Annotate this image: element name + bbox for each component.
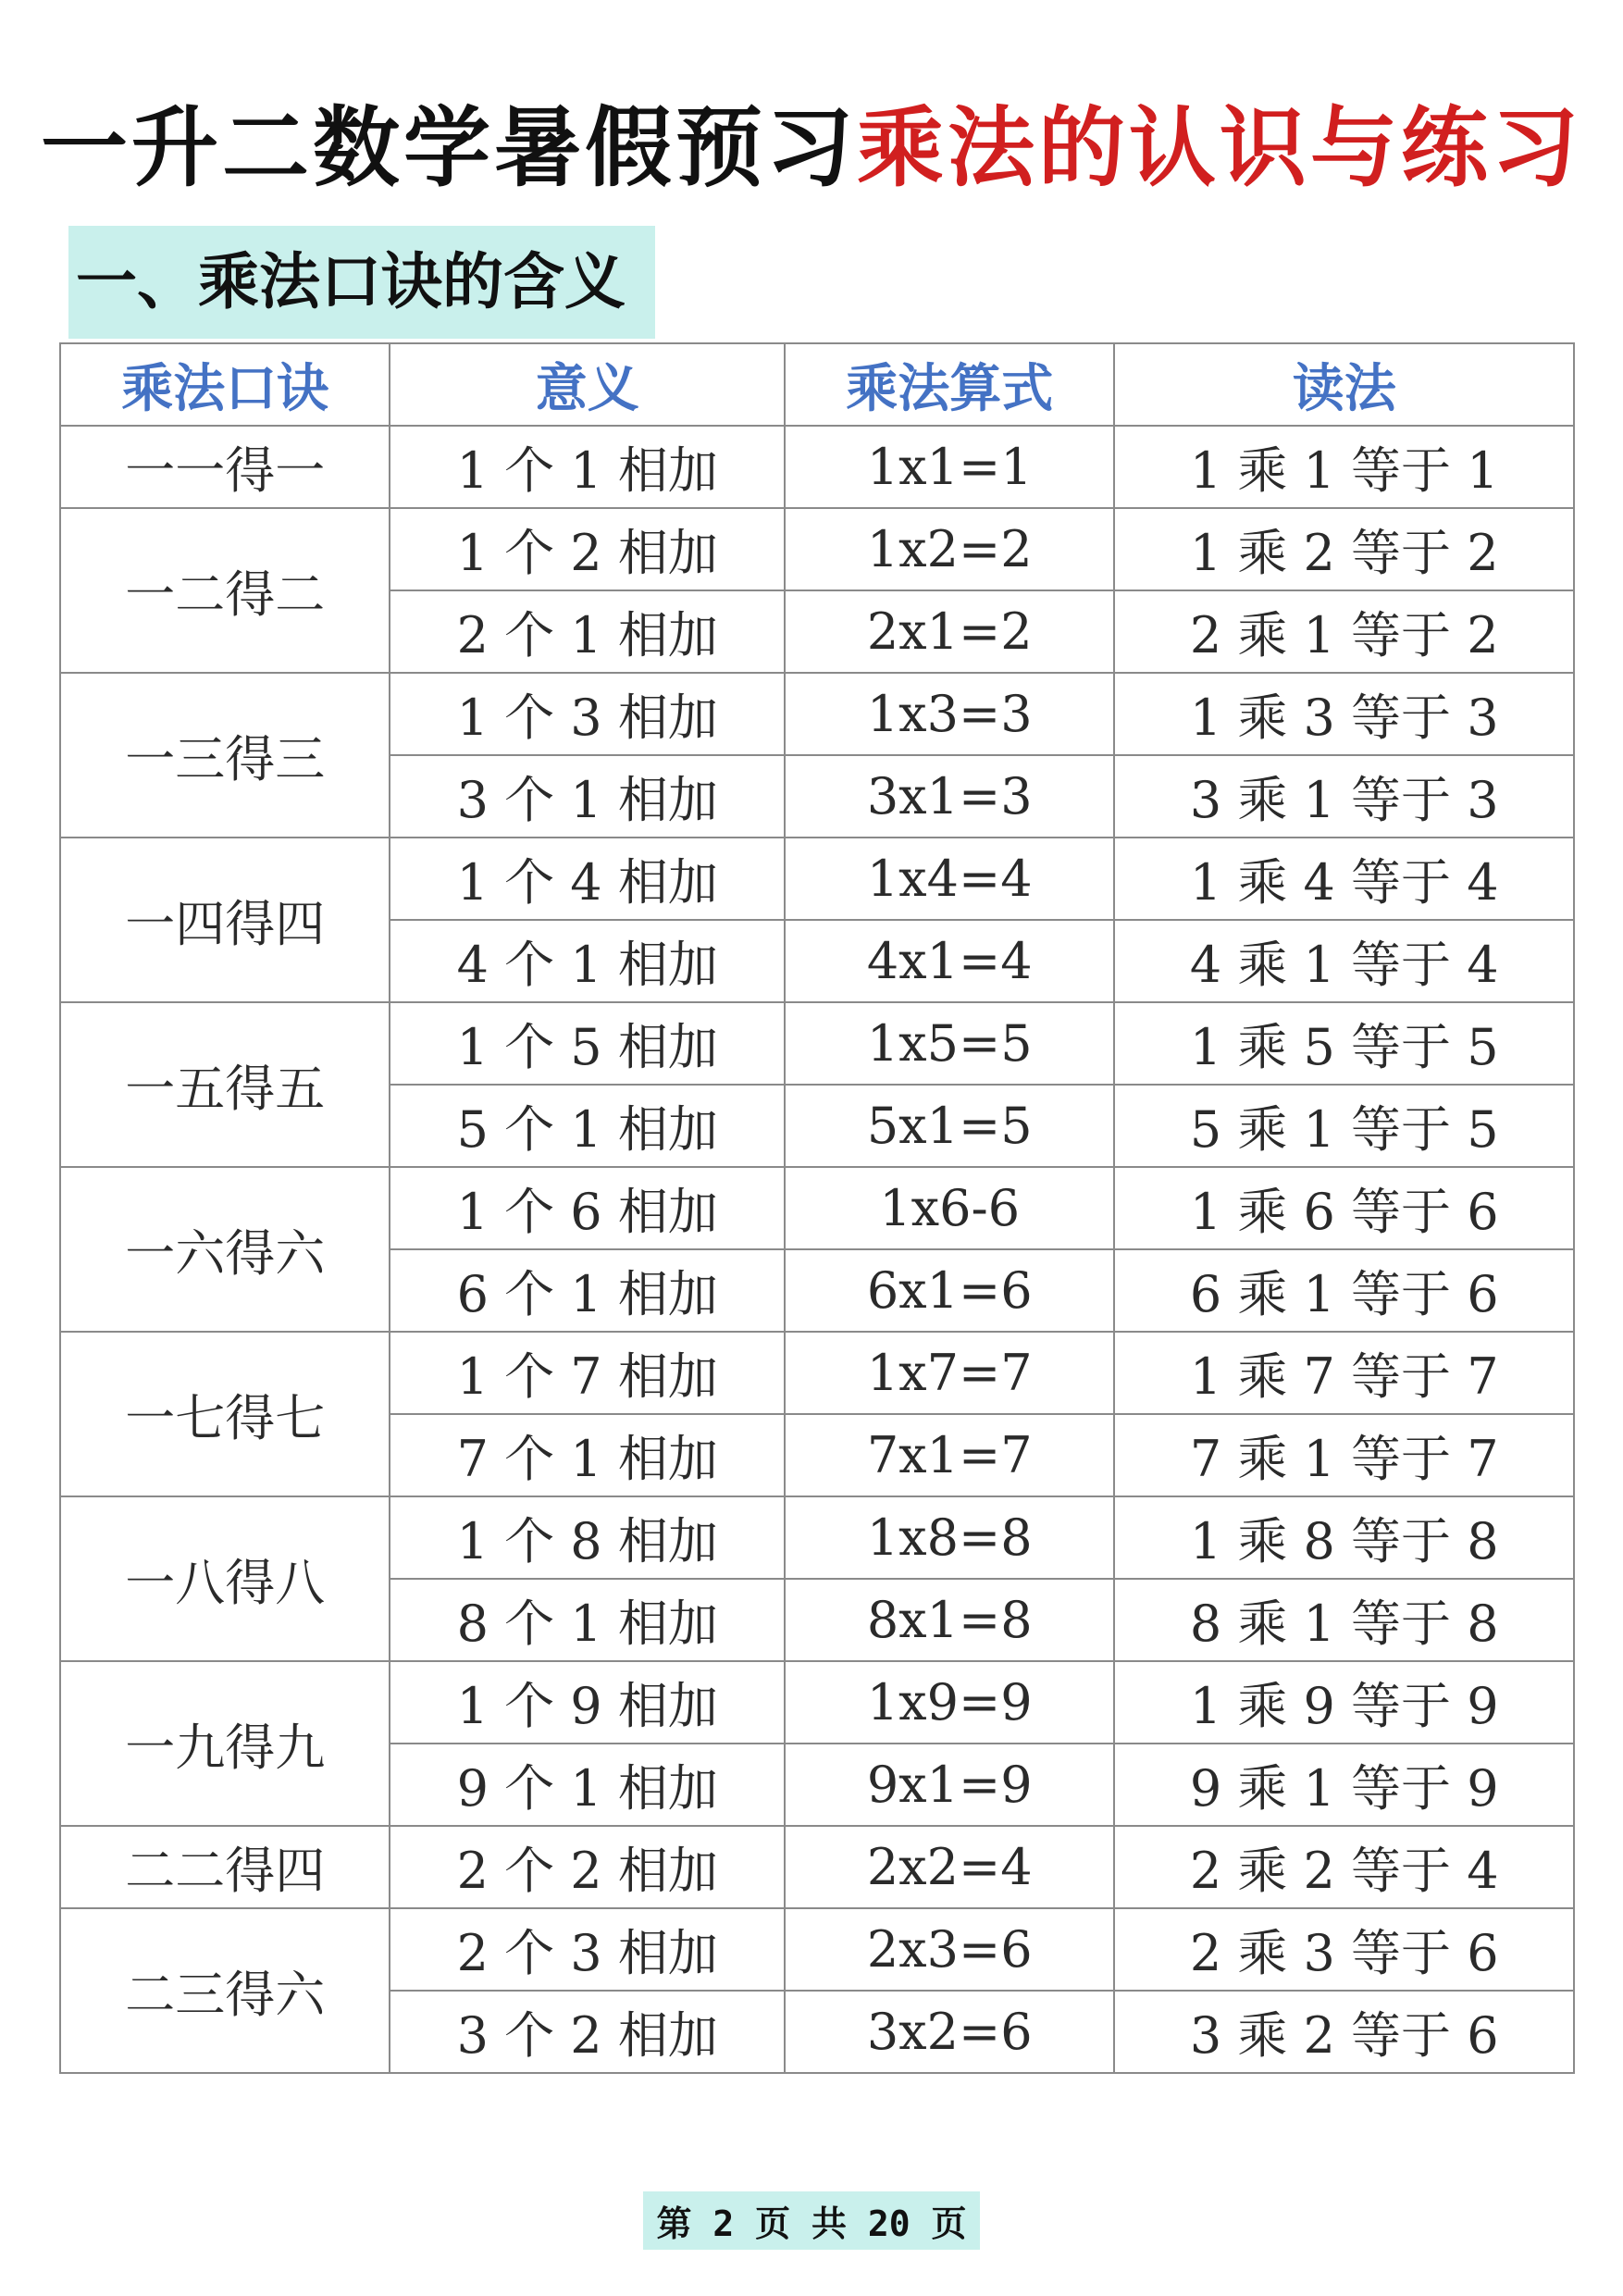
meaning-cell: 1 个 4 相加 — [390, 838, 785, 920]
formula-cell: 6x1=6 — [785, 1249, 1114, 1332]
formula-cell: 7x1=7 — [785, 1414, 1114, 1496]
rhyme-cell: 一六得六 — [60, 1167, 390, 1332]
reading-cell: 2 乘 2 等于 4 — [1114, 1826, 1574, 1908]
meaning-cell: 7 个 1 相加 — [390, 1414, 785, 1496]
rhyme-cell: 一二得二 — [60, 508, 390, 673]
page-footer — [0, 2191, 1623, 2250]
meaning-cell: 6 个 1 相加 — [390, 1249, 785, 1332]
header-meaning: 意义 — [390, 343, 785, 426]
meaning-cell: 8 个 1 相加 — [390, 1579, 785, 1661]
meaning-cell: 3 个 1 相加 — [390, 755, 785, 838]
reading-cell: 5 乘 1 等于 5 — [1114, 1085, 1574, 1167]
formula-cell: 2x3=6 — [785, 1908, 1114, 1991]
meaning-cell: 2 个 3 相加 — [390, 1908, 785, 1991]
table-row — [60, 1496, 1574, 1579]
meaning-cell: 1 个 1 相加 — [390, 426, 785, 508]
rhyme-cell: 二三得六 — [60, 1908, 390, 2073]
meaning-cell: 1 个 5 相加 — [390, 1002, 785, 1085]
meaning-cell: 1 个 9 相加 — [390, 1661, 785, 1744]
table-row — [60, 838, 1574, 920]
formula-cell: 1x8=8 — [785, 1496, 1114, 1579]
table-row — [60, 426, 1574, 508]
title-part-2: 乘法的认识与练习 — [857, 98, 1583, 199]
formula-cell: 1x6-6 — [785, 1167, 1114, 1249]
section-heading: 一、乘法口诀的含义 — [68, 226, 655, 339]
table-header-row — [60, 343, 1574, 426]
meaning-cell: 1 个 2 相加 — [390, 508, 785, 590]
meaning-cell: 3 个 2 相加 — [390, 1991, 785, 2073]
formula-cell: 2x1=2 — [785, 590, 1114, 673]
reading-cell: 2 乘 3 等于 6 — [1114, 1908, 1574, 1991]
formula-cell: 8x1=8 — [785, 1579, 1114, 1661]
table-row — [60, 1661, 1574, 1744]
rhyme-cell: 二二得四 — [60, 1826, 390, 1908]
reading-cell: 3 乘 2 等于 6 — [1114, 1991, 1574, 2073]
header-reading: 读法 — [1114, 343, 1574, 426]
reading-cell: 1 乘 5 等于 5 — [1114, 1002, 1574, 1085]
meaning-cell: 4 个 1 相加 — [390, 920, 785, 1002]
reading-cell: 7 乘 1 等于 7 — [1114, 1414, 1574, 1496]
title-part-1: 一升二数学暑假预习 — [40, 98, 857, 199]
formula-cell: 2x2=4 — [785, 1826, 1114, 1908]
page-number: 第 2 页 共 20 页 — [643, 2191, 979, 2250]
rhyme-cell: 一三得三 — [60, 673, 390, 838]
rhyme-cell: 一四得四 — [60, 838, 390, 1002]
meaning-cell: 9 个 1 相加 — [390, 1744, 785, 1826]
formula-cell: 1x7=7 — [785, 1332, 1114, 1414]
meaning-cell: 5 个 1 相加 — [390, 1085, 785, 1167]
multiplication-table — [59, 342, 1575, 2074]
table-body — [60, 426, 1574, 2073]
meaning-cell: 1 个 8 相加 — [390, 1496, 785, 1579]
formula-cell: 1x1=1 — [785, 426, 1114, 508]
meaning-cell: 1 个 6 相加 — [390, 1167, 785, 1249]
meaning-cell: 2 个 1 相加 — [390, 590, 785, 673]
reading-cell: 6 乘 1 等于 6 — [1114, 1249, 1574, 1332]
rhyme-cell: 一七得七 — [60, 1332, 390, 1496]
reading-cell: 1 乘 2 等于 2 — [1114, 508, 1574, 590]
rhyme-cell: 一五得五 — [60, 1002, 390, 1167]
formula-cell: 1x2=2 — [785, 508, 1114, 590]
table-row — [60, 1826, 1574, 1908]
formula-cell: 5x1=5 — [785, 1085, 1114, 1167]
header-formula: 乘法算式 — [785, 343, 1114, 426]
reading-cell: 1 乘 6 等于 6 — [1114, 1167, 1574, 1249]
rhyme-cell: 一一得一 — [60, 426, 390, 508]
reading-cell: 1 乘 9 等于 9 — [1114, 1661, 1574, 1744]
meaning-cell: 2 个 2 相加 — [390, 1826, 785, 1908]
rhyme-cell: 一八得八 — [60, 1496, 390, 1661]
formula-cell: 1x9=9 — [785, 1661, 1114, 1744]
meaning-cell: 1 个 7 相加 — [390, 1332, 785, 1414]
meaning-cell: 1 个 3 相加 — [390, 673, 785, 755]
reading-cell: 1 乘 7 等于 7 — [1114, 1332, 1574, 1414]
reading-cell: 9 乘 1 等于 9 — [1114, 1744, 1574, 1826]
rhyme-cell: 一九得九 — [60, 1661, 390, 1826]
table-row — [60, 673, 1574, 755]
table-row — [60, 1332, 1574, 1414]
formula-cell: 1x4=4 — [785, 838, 1114, 920]
header-rhyme: 乘法口诀 — [60, 343, 390, 426]
table-row — [60, 1167, 1574, 1249]
reading-cell: 3 乘 1 等于 3 — [1114, 755, 1574, 838]
page-title — [0, 89, 1623, 209]
table-row — [60, 508, 1574, 590]
reading-cell: 4 乘 1 等于 4 — [1114, 920, 1574, 1002]
reading-cell: 8 乘 1 等于 8 — [1114, 1579, 1574, 1661]
formula-cell: 9x1=9 — [785, 1744, 1114, 1826]
reading-cell: 1 乘 4 等于 4 — [1114, 838, 1574, 920]
table-row — [60, 1002, 1574, 1085]
reading-cell: 1 乘 3 等于 3 — [1114, 673, 1574, 755]
formula-cell: 1x3=3 — [785, 673, 1114, 755]
formula-cell: 1x5=5 — [785, 1002, 1114, 1085]
reading-cell: 1 乘 8 等于 8 — [1114, 1496, 1574, 1579]
reading-cell: 1 乘 1 等于 1 — [1114, 426, 1574, 508]
reading-cell: 2 乘 1 等于 2 — [1114, 590, 1574, 673]
table-row — [60, 1908, 1574, 1991]
formula-cell: 3x1=3 — [785, 755, 1114, 838]
formula-cell: 3x2=6 — [785, 1991, 1114, 2073]
formula-cell: 4x1=4 — [785, 920, 1114, 1002]
